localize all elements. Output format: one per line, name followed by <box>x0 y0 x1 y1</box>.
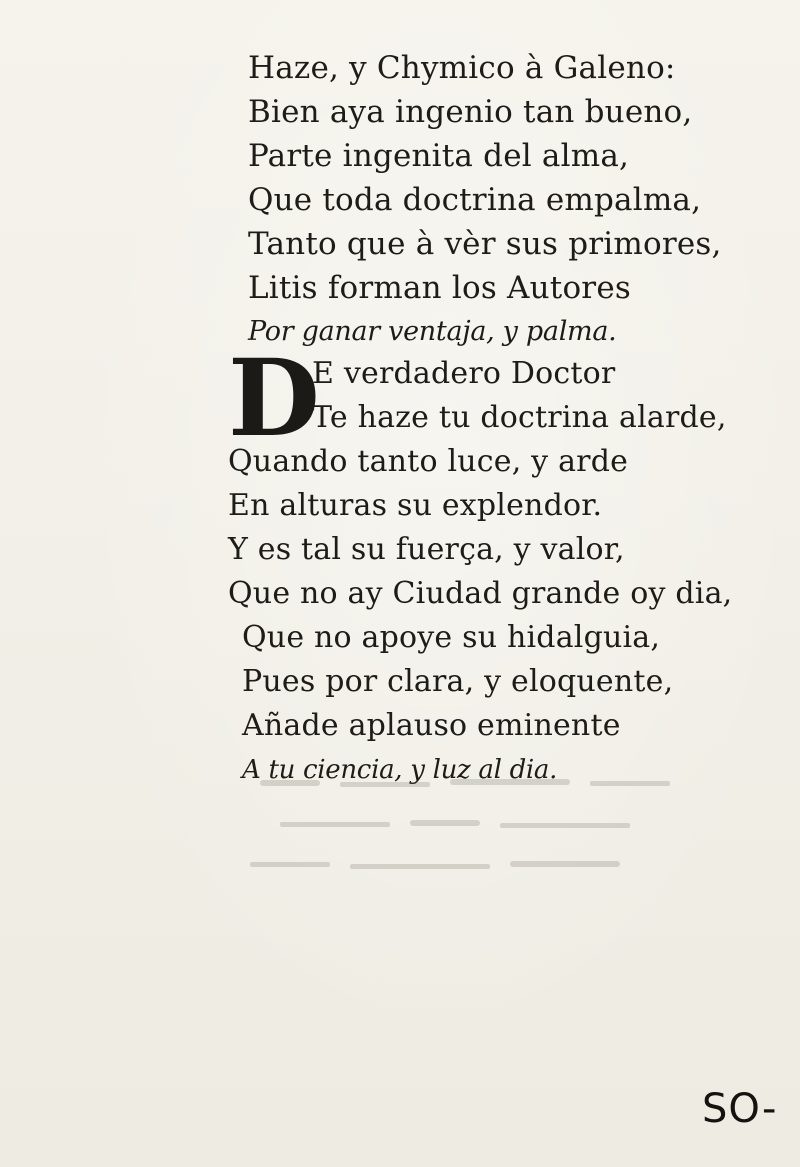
verse-line: Que toda doctrina empalma, <box>248 182 702 218</box>
verse-line: Bien aya ingenio tan bueno, <box>248 94 693 130</box>
verse-line: Tanto que à vèr sus primores, <box>248 226 722 262</box>
verse-line: Pues por clara, y eloquente, <box>242 664 674 699</box>
drop-cap: D <box>228 335 320 460</box>
verse-line: Que no apoye su hidalguia, <box>242 620 661 655</box>
verse-line: Añade aplauso eminente <box>242 708 621 743</box>
verse-line: Que no ay Ciudad grande oy dia, <box>228 576 733 611</box>
verse-line: En alturas su explendor. <box>228 488 603 523</box>
verse-line: E verdadero Doctor <box>312 356 616 391</box>
stanza-2 <box>228 335 788 792</box>
verse-line-italic: Por ganar ventaja, y palma. <box>248 316 617 347</box>
verse-line: Y es tal su fuerça, y valor, <box>228 532 625 567</box>
verse-line: Parte ingenita del alma, <box>248 138 630 174</box>
stanza-1 <box>248 46 768 354</box>
verse-line: Haze, y Chymico à Galeno: <box>248 50 676 86</box>
verse-line: Te haze tu doctrina alarde, <box>312 400 727 435</box>
verse-line: Litis forman los Autores <box>248 270 631 306</box>
verse-line: Quando tanto luce, y arde <box>228 444 629 479</box>
verse-line-italic: A tu ciencia, y luz al dia. <box>242 755 558 785</box>
catchword: SO- <box>702 1086 778 1132</box>
